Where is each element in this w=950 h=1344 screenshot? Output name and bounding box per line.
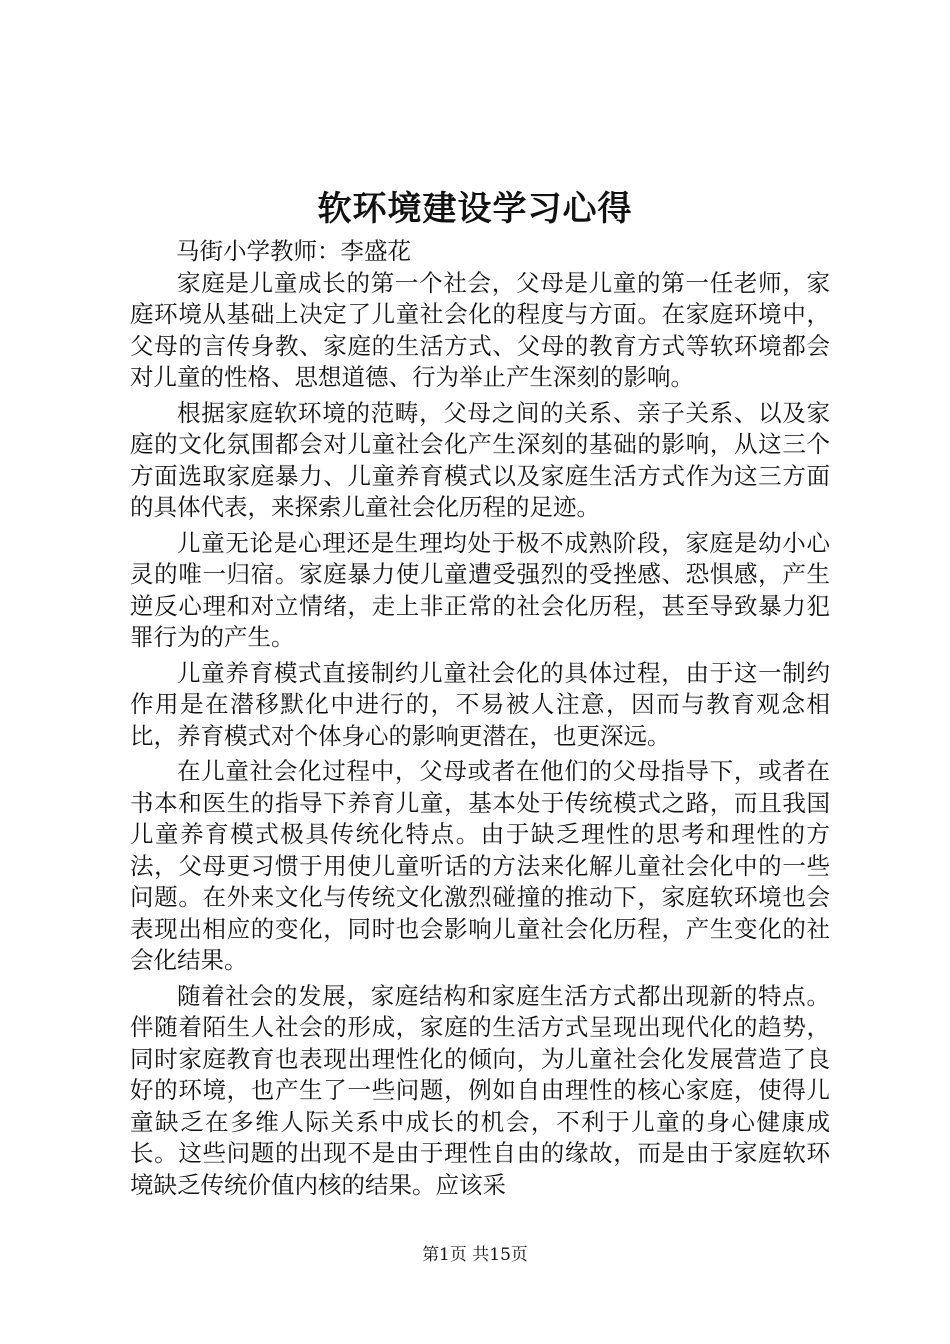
paragraph-5: 在儿童社会化过程中，父母或者在他们的父母指导下，或者在书本和医生的指导下养育儿童，基本处于传统模式之路，而且我国儿童养育模式极具传统化特点。由于缺乏理性的思考和理性的方法，父母更习惯于用使儿童听话的方法来化解儿童社会化中的一些问题。在外来文化与传统文化激烈碰撞的推动下，家庭软环境也会表现出相应的变化，同时也会影响儿童社会化历程，产生变化的社会化结果。 (130, 757, 830, 974)
paragraph-4: 儿童养育模式直接制约儿童社会化的具体过程，由于这一制约作用是在潜移默化中进行的，不易被人注意，因而与教育观念相比，养育模式对个体身心的影响更潜在，也更深远。 (130, 658, 830, 750)
paragraph-3: 儿童无论是心理还是生理均处于极不成熟阶段，家庭是幼小心灵的唯一归宿。家庭暴力使儿童遭受强烈的受挫感、恐惧感，产生逆反心理和对立情绪，走上非正常的社会化历程，甚至导致暴力犯罪行为的产生。 (130, 528, 830, 651)
author-line: 马街小学教师：李盛花 (176, 237, 411, 265)
paragraph-2: 根据家庭软环境的范畴，父母之间的关系、亲子关系、以及家庭的文化氛围都会对儿童社会化产生深刻的基础的影响，从这三个方面选取家庭暴力、儿童养育模式以及家庭生活方式作为这三方面的具体代表，来探索儿童社会化历程的足迹。 (130, 398, 830, 521)
paragraph-1: 家庭是儿童成长的第一个社会，父母是儿童的第一任老师，家庭环境从基础上决定了儿童社会化的程度与方面。在家庭环境中，父母的言传身教、家庭的生活方式、父母的教育方式等软环境都会对儿童的性格、思想道德、行为举止产生深刻的影响。 (130, 268, 830, 391)
paragraph-6: 随着社会的发展，家庭结构和家庭生活方式都出现新的特点。伴随着陌生人社会的形成，家庭的生活方式呈现出现代化的趋势，同时家庭教育也表现出理性化的倾向，为儿童社会化发展营造了良好的环境，也产生了一些问题，例如自由理性的核心家庭，使得儿童缺乏在多维人际关系中成长的机会，不利于儿童的身心健康成长。这些问题的出现不是由于理性自由的缘故，而是由于家庭软环境缺乏传统价值内核的结果。应该采 (130, 981, 830, 1199)
page-number-footer: 第1页 共15页 (422, 1245, 528, 1265)
document-title: 软环境建设学习心得 (317, 189, 633, 229)
document-body (130, 236, 830, 1205)
